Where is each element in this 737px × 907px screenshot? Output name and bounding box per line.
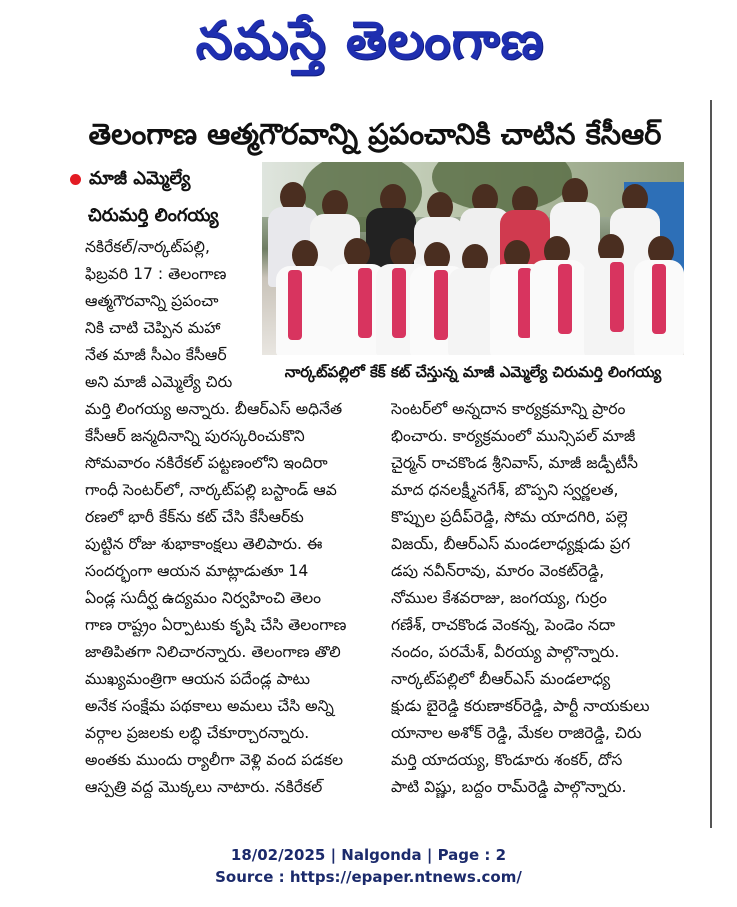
body-text-line: పాటి విష్ణు, బద్దం రామ్‌రెడ్డి పాల్గొన్నారు. [391, 778, 627, 796]
body-text-line: నందం, పరమేశ్, వీరయ్య పాల్గొన్నారు. [391, 643, 620, 661]
body-text-line: నార్కట్‌పల్లిలో బీఆర్‌ఎస్ మండలాధ్య [391, 670, 611, 688]
article-body-left [85, 396, 370, 801]
body-text-line: నేత మాజీ సీఎం కేసీఆర్ [85, 346, 227, 364]
body-text-line: భించారు. కార్యక్రమంలో మున్సిపల్ మాజీ [391, 427, 636, 445]
body-text-line: ముఖ్యమంత్రిగా ఆయన పదేండ్ల పాటు [85, 670, 310, 688]
body-text-line: కొప్పుల ప్రదీప్‌రెడ్డి, సోమ యాదగిరి, పల్లె [391, 508, 628, 526]
body-text-line: అనేక సంక్షేమ పథకాలు అమలు చేసి అన్ని [85, 697, 334, 715]
body-text-line: గాంధీ సెంటర్‌లో, నార్కట్‌పల్లి బస్టాండ్ ఆవ [85, 481, 337, 499]
body-text-line: సందర్భంగా ఆయన మాట్లాడుతూ 14 [85, 562, 309, 580]
subhead-line-2: చిరుమర్తి లింగయ్య [88, 205, 219, 226]
body-text-line: గణేశ్, రాచకొండ వెంకన్న, పెండెం నదా [391, 616, 616, 634]
body-text-line: డపు నవీన్‌రావు, మారం వెంకట్‌రెడ్డి, [391, 562, 605, 580]
article-body-right [391, 396, 701, 801]
body-text-line: అంతకు ముందు ర్యాలీగా వెళ్లి వంద పడకల [85, 751, 344, 769]
article-photo [262, 162, 684, 355]
photo-caption: నార్కట్‌పల్లిలో కేక్ కట్ చేస్తున్న మాజీ ఎమ్మెల్యే చిరుమర్తి లింగయ్య [284, 363, 662, 381]
footer-edition-line: 18/02/2025 | Nalgonda | Page : 2 [230, 846, 507, 864]
body-text-line: ఆస్పత్రి వద్ద మొక్కలు నాటారు. నకిరేకల్ [85, 778, 323, 796]
body-text-line: సెంటర్‌లో అన్నదాన కార్యక్రమాన్ని ప్రారం [391, 400, 626, 418]
body-text-line: ఆత్మగౌరవాన్ని ప్రపంచా [85, 292, 219, 310]
body-text-line: నకిరేకల్/నార్కట్‌పల్లి, [85, 238, 210, 256]
article-headline: తెలంగాణ ఆత్మగౌరవాన్ని ప్రపంచానికి చాటిన కేసీఆర్ [88, 117, 662, 151]
body-text-line: జాతిపితగా నిలిచారన్నారు. తెలంగాణ తొలి [85, 643, 341, 661]
body-text-line: ఏండ్ల సుదీర్ఘ ఉద్యమం నిర్వహించి తెలం [85, 589, 322, 607]
article-body-intro [85, 234, 257, 396]
footer-source-line: Source : https://epaper.ntnews.com/ [215, 868, 522, 886]
body-text-line: చైర్మన్ రాచకొండ శ్రీనివాస్, మాజీ జడ్పీటీసీ [391, 454, 638, 472]
body-text-line: సోమవారం నకిరేకల్ పట్టణంలోని ఇందిరా [85, 454, 328, 472]
body-text-line: క్షుడు బైరెడ్డి కరుణాకర్‌రెడ్డి, పార్టీ నాయకులు [391, 697, 650, 715]
body-text-line: నోముల కేశవరాజు, జంగయ్య, గుర్రం [391, 589, 607, 607]
body-text-line: పుట్టిన రోజు శుభాకాంక్షలు తెలిపారు. ఈ [85, 535, 323, 553]
newspaper-masthead: నమస్తే తెలంగాణ [195, 11, 545, 71]
column-border [710, 100, 712, 828]
bullet-dot-icon [70, 174, 81, 185]
body-text-line: గాణ రాష్ట్రం ఏర్పాటుకు కృషి చేసి తెలంగాణ [85, 616, 347, 634]
body-text-line: ఫిబ్రవరి 17 : తెలంగాణ [85, 265, 227, 283]
body-text-line: మర్తి యాదయ్య, కొండూరు శంకర్, దోస [391, 751, 623, 769]
body-text-line: విజయ్, బీఆర్‌ఎస్ మండలాధ్యక్షుడు ప్రగ [391, 535, 631, 553]
subhead-role: మాజీ ఎమ్మెల్యే [89, 168, 191, 189]
subhead-line-1 [70, 168, 190, 193]
body-text-line: యానాల అశోక్ రెడ్డి, మేకల రాజిరెడ్డి, చిరు [391, 724, 642, 742]
body-text-line: కేసీఆర్ జన్మదినాన్ని పురస్కరించుకొని [85, 427, 305, 445]
body-text-line: నికి చాటి చెప్పిన మహా [85, 319, 221, 337]
body-text-line: మర్తి లింగయ్య అన్నారు. బీఆర్‌ఎస్ అధినేత [85, 400, 343, 418]
body-text-line: అని మాజీ ఎమ్మెల్యే చిరు [85, 373, 233, 391]
body-text-line: మాద ధనలక్ష్మీనగేశ్, బొప్పని స్వర్ణలత, [391, 481, 619, 499]
body-text-line: రణలో భారీ కేక్‌ను కట్ చేసి కేసీఆర్‌కు [85, 508, 304, 526]
body-text-line: వర్గాల ప్రజలకు లబ్ధి చేకూర్చారన్నారు. [85, 724, 310, 742]
